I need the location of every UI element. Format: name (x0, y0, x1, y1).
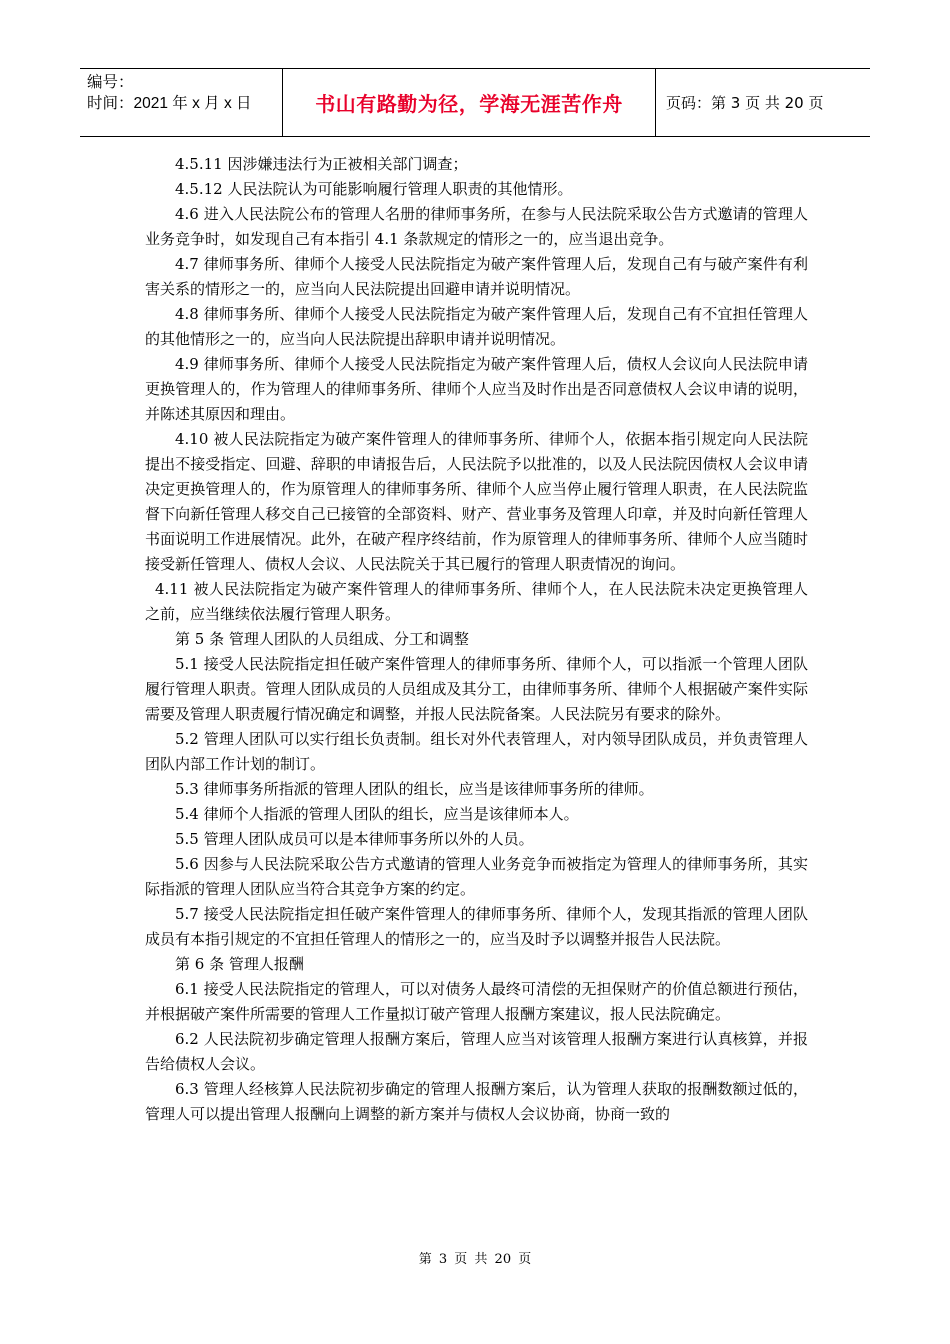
section-heading: 第 5 条 管理人团队的人员组成、分工和调整 (175, 630, 469, 648)
paragraph: 4.7 律师事务所、律师个人接受人民法院指定为破产案件管理人后，发现自己有与破产案件有利害关系的情形之一的，应当向人民法院提出回避申请并说明情况。 (145, 255, 808, 298)
header-motto: 书山有路勤为径，学海无涯苦作舟 (283, 69, 656, 136)
paragraph: 4.11 被人民法院指定为破产案件管理人的律师事务所、律师个人，在人民法院未决定更换管理人之前，应当继续依法履行管理人职务。 (145, 580, 808, 623)
paragraph: 4.10 被人民法院指定为破产案件管理人的律师事务所、律师个人，依据本指引规定向人民法院提出不接受指定、回避、辞职的申请报告后，人民法院予以批准的，以及人民法院因债权人会议申请决定更换管理人的，作为原管理人的律师事务所、律师个人应当停止履行管理人职责，在人民法院监督下向新任管理人移交自己已接管的全部资料、财产、营业事务及管理人印章，并及时向新任管理人书面说明工作进展情况。此外，在破产程序终结前，作为原管理人的律师事务所、律师个人应当随时接受新任管理人、债权人会议、人民法院关于其已履行的管理人职责情况的询问。 (145, 430, 808, 573)
number-label: 编号： (87, 74, 134, 91)
section-heading: 第 6 条 管理人报酬 (175, 955, 304, 973)
date-label: 时间：2021 年 x 月 x 日 (87, 95, 252, 112)
paragraph: 5.3 律师事务所指派的管理人团队的组长，应当是该律师事务所的律师。 (175, 780, 654, 798)
header-page-label: 页码：第 3 页 共 20 页 (666, 94, 824, 112)
paragraph: 5.1 接受人民法院指定担任破产案件管理人的律师事务所、律师个人，可以指派一个管理人团队履行管理人职责。管理人团队成员的人员组成及其分工，由律师事务所、律师个人根据破产案件实际需要及管理人职责履行情况确定和调整，并报人民法院备案。人民法院另有要求的除外。 (145, 655, 808, 723)
paragraph: 6.3 管理人经核算人民法院初步确定的管理人报酬方案后，认为管理人获取的报酬数额过低的，管理人可以提出管理人报酬向上调整的新方案并与债权人会议协商，协商一致的 (145, 1080, 808, 1123)
paragraph: 5.4 律师个人指派的管理人团队的组长，应当是该律师本人。 (175, 805, 579, 823)
paragraph: 5.6 因参与人民法院采取公告方式邀请的管理人业务竞争而被指定为管理人的律师事务所，其实际指派的管理人团队应当符合其竞争方案的约定。 (145, 855, 808, 898)
paragraph: 4.8 律师事务所、律师个人接受人民法院指定为破产案件管理人后，发现自己有不宜担任管理人的其他情形之一的，应当向人民法院提出辞职申请并说明情况。 (145, 305, 808, 348)
paragraph: 4.9 律师事务所、律师个人接受人民法院指定为破产案件管理人后，债权人会议向人民法院申请更换管理人的，作为管理人的律师事务所、律师个人应当及时作出是否同意债权人会议申请的说明，并陈述其原因和理由。 (145, 355, 808, 423)
document-body (145, 152, 808, 1127)
page-header (80, 68, 870, 137)
paragraph: 6.1 接受人民法院指定的管理人，可以对债务人最终可清偿的无担保财产的价值总额进行预估，并根据破产案件所需要的管理人工作量拟订破产管理人报酬方案建议，报人民法院确定。 (145, 980, 808, 1023)
paragraph: 5.2 管理人团队可以实行组长负责制。组长对外代表管理人，对内领导团队成员，并负责管理人团队内部工作计划的制订。 (145, 730, 808, 773)
header-meta (80, 69, 283, 136)
page-footer: 第 3 页 共 20 页 (418, 1252, 532, 1267)
paragraph: 5.7 接受人民法院指定担任破产案件管理人的律师事务所、律师个人，发现其指派的管理人团队成员有本指引规定的不宜担任管理人的情形之一的，应当及时予以调整并报告人民法院。 (145, 905, 808, 948)
paragraph: 4.6 进入人民法院公布的管理人名册的律师事务所，在参与人民法院采取公告方式邀请的管理人业务竞争时，如发现自己有本指引 4.1 条款规定的情形之一的，应当退出竞争。 (145, 205, 808, 248)
paragraph: 5.5 管理人团队成员可以是本律师事务所以外的人员。 (175, 830, 534, 848)
paragraph: 6.2 人民法院初步确定管理人报酬方案后，管理人应当对该管理人报酬方案进行认真核算，并报告给债权人会议。 (145, 1030, 808, 1073)
paragraph: 4.5.12 人民法院认为可能影响履行管理人职责的其他情形。 (175, 180, 573, 198)
paragraph: 4.5.11 因涉嫌违法行为正被相关部门调查； (175, 155, 468, 173)
